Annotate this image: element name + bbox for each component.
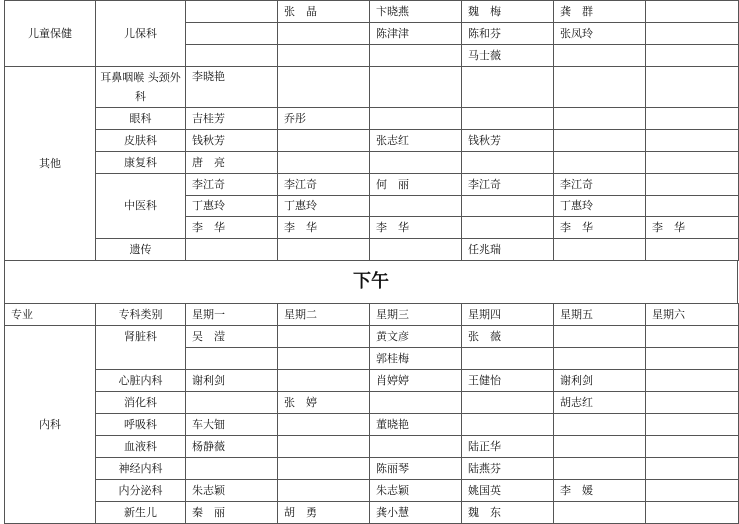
- table-cell: [646, 348, 739, 370]
- doctor-cell: 丁惠玲: [186, 196, 278, 217]
- doctor-cell: 胡 勇: [278, 502, 370, 524]
- table-cell: [646, 326, 739, 348]
- table-row: [5, 174, 739, 196]
- header-tuesday: 星期二: [278, 304, 370, 326]
- table-cell: [278, 67, 370, 108]
- doctor-cell: 杨静薇: [186, 436, 278, 458]
- table-cell: [278, 130, 370, 152]
- table-row: [5, 1, 739, 23]
- doctor-cell: 秦 丽: [186, 502, 278, 524]
- doctor-cell: 李江奇: [278, 174, 370, 196]
- dept-label-endo: 内分泌科: [96, 480, 186, 502]
- table-cell: [186, 239, 278, 261]
- table-cell: [554, 152, 646, 174]
- doctor-cell: 李 华: [554, 217, 646, 239]
- table-cell: [646, 130, 739, 152]
- table-row: [5, 502, 739, 524]
- table-cell: [370, 108, 462, 130]
- header-category: 专科类别: [96, 304, 186, 326]
- table-cell: [278, 326, 370, 348]
- table-cell: [186, 23, 278, 45]
- doctor-cell: 肖婷婷: [370, 370, 462, 392]
- doctor-cell: 陈津津: [370, 23, 462, 45]
- table-cell: [462, 392, 554, 414]
- table-cell: [646, 1, 739, 23]
- doctor-cell: 唐 亮: [186, 152, 278, 174]
- doctor-cell: 王健怡: [462, 370, 554, 392]
- doctor-cell: 李江奇: [186, 174, 278, 196]
- table-cell: [554, 458, 646, 480]
- table-cell: [554, 436, 646, 458]
- table-cell: [646, 414, 739, 436]
- table-cell: [646, 502, 739, 524]
- group-label-other: 其他: [5, 67, 96, 261]
- doctor-cell: 何 丽: [370, 174, 462, 196]
- dept-label-neonatal: 新生儿: [96, 502, 186, 524]
- dept-label-digest: 消化科: [96, 392, 186, 414]
- table-cell: [646, 45, 739, 67]
- table-cell: [370, 392, 462, 414]
- table-cell: [554, 502, 646, 524]
- table-header-row: [5, 304, 739, 326]
- table-cell: [278, 23, 370, 45]
- dept-label-kidney: 肾脏科: [96, 326, 186, 370]
- dept-label-blood: 血液科: [96, 436, 186, 458]
- table-cell: [370, 45, 462, 67]
- doctor-cell: 张凤玲: [554, 23, 646, 45]
- table-row: [5, 108, 739, 130]
- table-cell: [554, 108, 646, 130]
- table-row: [5, 392, 739, 414]
- doctor-cell: 李 华: [370, 217, 462, 239]
- table-row: [5, 458, 739, 480]
- table-cell: [278, 152, 370, 174]
- doctor-cell: 朱志颖: [370, 480, 462, 502]
- doctor-cell: 龚 群: [554, 1, 646, 23]
- doctor-cell: 李 媛: [554, 480, 646, 502]
- table-cell: [646, 239, 739, 261]
- doctor-cell: 魏 东: [462, 502, 554, 524]
- doctor-cell: 卞晓燕: [370, 1, 462, 23]
- table-cell: [462, 217, 554, 239]
- table-cell: [646, 370, 739, 392]
- doctor-cell: 陆燕芬: [462, 458, 554, 480]
- table-cell: [370, 239, 462, 261]
- table-cell: [278, 348, 370, 370]
- afternoon-section-title: 下午: [4, 261, 738, 303]
- table-cell: [186, 348, 278, 370]
- table-cell: [278, 239, 370, 261]
- dept-label-rehab: 康复科: [96, 152, 186, 174]
- table-cell: [646, 67, 739, 108]
- table-cell: [554, 414, 646, 436]
- doctor-cell: 钱秋芳: [462, 130, 554, 152]
- schedule-table-afternoon: [4, 303, 739, 524]
- table-cell: [646, 196, 739, 217]
- doctor-cell: 马士薇: [462, 45, 554, 67]
- doctor-cell: 胡志红: [554, 392, 646, 414]
- table-cell: [278, 458, 370, 480]
- doctor-cell: 谢利剑: [186, 370, 278, 392]
- dept-label-cardio: 心脏内科: [96, 370, 186, 392]
- table-cell: [646, 480, 739, 502]
- table-cell: [186, 1, 278, 23]
- doctor-cell: 张 婷: [278, 392, 370, 414]
- doctor-cell: 谢利剑: [554, 370, 646, 392]
- table-cell: [370, 152, 462, 174]
- table-cell: [462, 152, 554, 174]
- dept-label-eye: 眼科: [96, 108, 186, 130]
- table-cell: [462, 348, 554, 370]
- doctor-cell: 李江奇: [554, 174, 646, 196]
- table-row: [5, 370, 739, 392]
- table-cell: [646, 108, 739, 130]
- doctor-cell: 陈和芬: [462, 23, 554, 45]
- table-cell: [462, 414, 554, 436]
- table-cell: [554, 348, 646, 370]
- header-friday: 星期五: [554, 304, 646, 326]
- table-cell: [370, 67, 462, 108]
- dept-label-child-care: 儿保科: [96, 1, 186, 67]
- table-cell: [646, 392, 739, 414]
- doctor-cell: 张 薇: [462, 326, 554, 348]
- header-specialty: 专业: [5, 304, 96, 326]
- table-cell: [646, 458, 739, 480]
- doctor-cell: 姚国英: [462, 480, 554, 502]
- doctor-cell: 龚小慧: [370, 502, 462, 524]
- table-row: [5, 326, 739, 348]
- doctor-cell: 郭桂梅: [370, 348, 462, 370]
- table-cell: [278, 45, 370, 67]
- doctor-cell: 任兆瑞: [462, 239, 554, 261]
- doctor-cell: 李 华: [646, 217, 739, 239]
- doctor-cell: 黄文彦: [370, 326, 462, 348]
- doctor-cell: 陈丽琴: [370, 458, 462, 480]
- table-cell: [370, 196, 462, 217]
- doctor-cell: 朱志颖: [186, 480, 278, 502]
- dept-label-genetic: 遗传: [96, 239, 186, 261]
- doctor-cell: 李晓艳: [186, 67, 278, 108]
- table-cell: [462, 67, 554, 108]
- table-cell: [462, 196, 554, 217]
- table-cell: [278, 436, 370, 458]
- table-row: [5, 239, 739, 261]
- doctor-cell: 车大钿: [186, 414, 278, 436]
- doctor-cell: 魏 梅: [462, 1, 554, 23]
- table-cell: [278, 414, 370, 436]
- dept-label-neuro: 神经内科: [96, 458, 186, 480]
- table-cell: [554, 67, 646, 108]
- group-label-child-health: 儿童保健: [5, 1, 96, 67]
- table-cell: [278, 480, 370, 502]
- doctor-cell: 钱秋芳: [186, 130, 278, 152]
- table-row: [5, 414, 739, 436]
- table-cell: [278, 370, 370, 392]
- header-saturday: 星期六: [646, 304, 739, 326]
- table-cell: [554, 239, 646, 261]
- header-thursday: 星期四: [462, 304, 554, 326]
- table-cell: [554, 45, 646, 67]
- doctor-cell: 张 晶: [278, 1, 370, 23]
- table-cell: [554, 326, 646, 348]
- table-cell: [370, 436, 462, 458]
- doctor-cell: 董晓艳: [370, 414, 462, 436]
- header-wednesday: 星期三: [370, 304, 462, 326]
- table-cell: [646, 23, 739, 45]
- table-row: [5, 480, 739, 502]
- doctor-cell: 丁惠玲: [554, 196, 646, 217]
- doctor-cell: 吴 滢: [186, 326, 278, 348]
- doctor-cell: 乔彤: [278, 108, 370, 130]
- doctor-cell: 陆正华: [462, 436, 554, 458]
- dept-label-ent: 耳鼻咽喉 头颈外科: [96, 67, 186, 108]
- header-monday: 星期一: [186, 304, 278, 326]
- table-row: [5, 130, 739, 152]
- dept-label-tcm: 中医科: [96, 174, 186, 239]
- table-cell: [646, 436, 739, 458]
- group-label-internal: 内科: [5, 326, 96, 524]
- dept-label-skin: 皮肤科: [96, 130, 186, 152]
- table-row: [5, 67, 739, 108]
- table-cell: [186, 458, 278, 480]
- table-row: [5, 436, 739, 458]
- table-cell: [186, 392, 278, 414]
- table-cell: [462, 108, 554, 130]
- table-cell: [186, 45, 278, 67]
- doctor-cell: 李 华: [278, 217, 370, 239]
- doctor-cell: 李 华: [186, 217, 278, 239]
- dept-label-resp: 呼吸科: [96, 414, 186, 436]
- table-cell: [646, 174, 739, 196]
- doctor-cell: 张志红: [370, 130, 462, 152]
- table-row: [5, 152, 739, 174]
- table-cell: [554, 130, 646, 152]
- doctor-cell: 李江奇: [462, 174, 554, 196]
- doctor-cell: 吉桂芳: [186, 108, 278, 130]
- schedule-table-top: [4, 0, 739, 261]
- doctor-cell: 丁惠玲: [278, 196, 370, 217]
- table-cell: [646, 152, 739, 174]
